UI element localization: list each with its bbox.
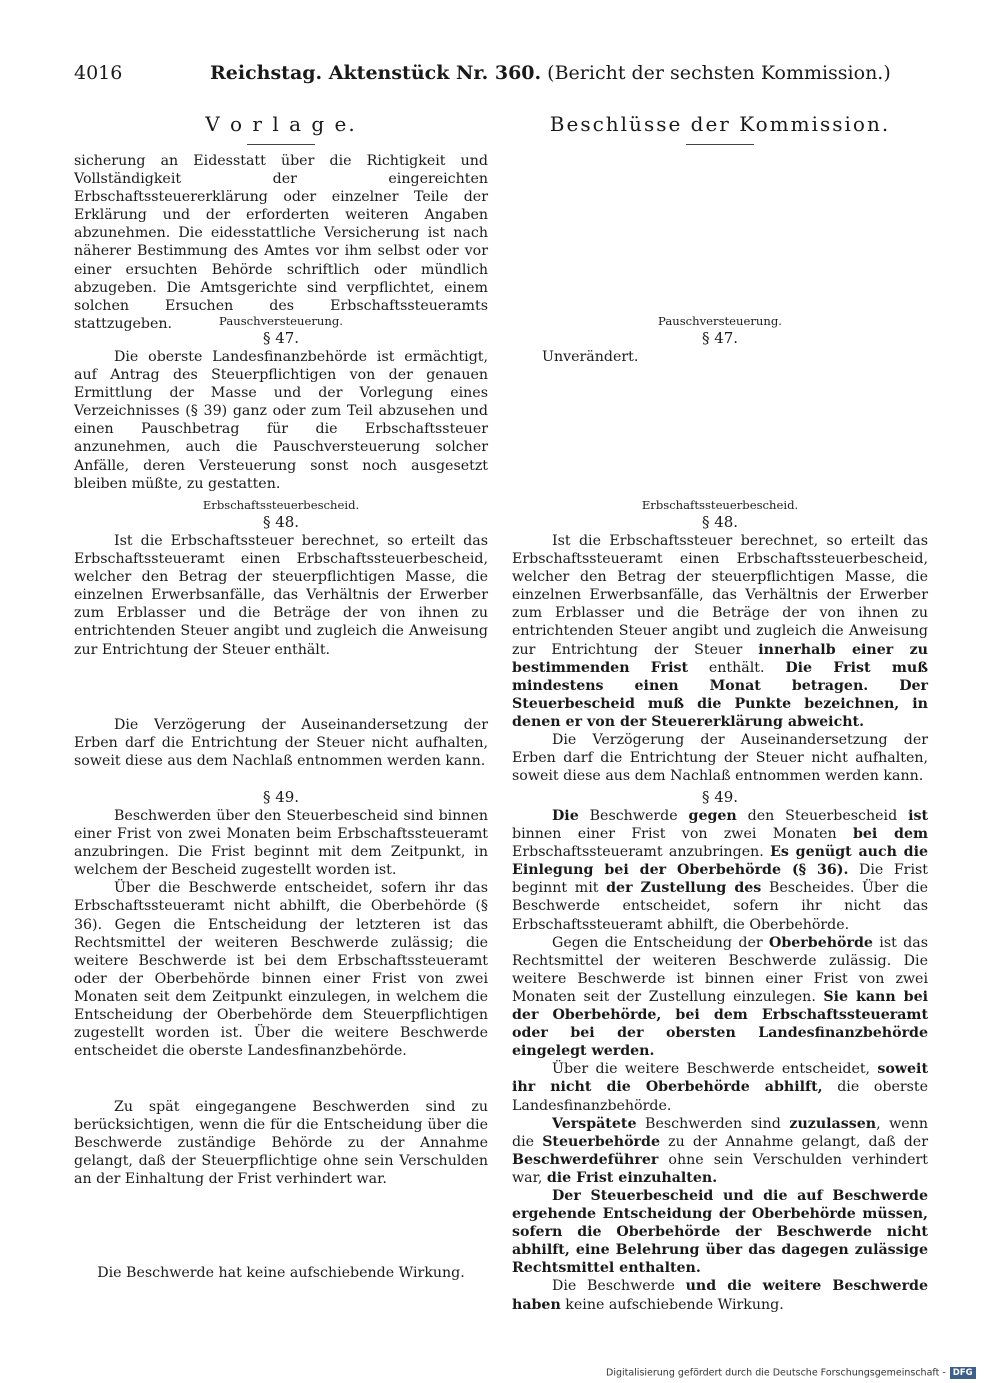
right-s49-paragraph-3 [512, 1060, 928, 1114]
right-s49-amendment: Verspätete [552, 1115, 637, 1132]
right-s48-number: § 48. [701, 513, 739, 531]
right-section-48 [512, 498, 928, 785]
right-s49-amendment: Sie kann bei der Oberbehörde, bei dem Erbschaftssteueramt oder bei der obersten Landesfinanzbehörde eingelegt werden. [512, 988, 929, 1060]
heading-rule [686, 144, 754, 145]
running-head [74, 62, 930, 88]
right-s49-text-part: Über die weitere Beschwerde entscheidet, [552, 1061, 878, 1078]
right-s49-text-part: keine aufschiebende Wirkung. [560, 1296, 784, 1313]
right-s49-paragraph-6 [512, 1277, 928, 1313]
right-s49-text-part: , wenn die [512, 1115, 928, 1150]
right-s49-amendment: gegen [688, 808, 737, 824]
left-s48-text-2: Die Verzögerung der Auseinandersetzung der Erben darf die Entrichtung der Steuer nicht aufhalten, soweit diese aus dem Nachlaß entnommen werden kann. [74, 717, 488, 770]
left-s49-late [74, 1098, 488, 1188]
right-s47-title: Pauschversteuerung. [658, 314, 782, 328]
right-s49-amendment: ist [908, 808, 928, 824]
left-section-49 [74, 788, 488, 1060]
right-s49-amendment: die Frist einzuhalten. [546, 1169, 718, 1186]
right-s48-amendment: innerhalb einer zu bestimmenden Frist [512, 641, 928, 676]
right-s49-paragraph-5: Der Steuerbescheid und die auf Beschwerde ergehende Entscheidung der Oberbehörde müssen, sofern die Oberbehörde der Beschwerde nicht abhilft, eine Belehrung über das dagegen zulässige Rechtsmittel enthalten. [512, 1187, 928, 1277]
right-s49-text-part: Beschwerden sind [636, 1115, 790, 1132]
right-s48-title: Erbschaftssteuerbescheid. [641, 498, 799, 512]
right-s49-text-part: ist das Rechtsmittel der weiteren Beschwerde zulässig. Die weitere Beschwerde ist binnen einer Frist von zwei Monaten seit der Zustellung einzulegen. [512, 934, 928, 1005]
running-title [210, 62, 891, 84]
column-beschluesse [512, 112, 929, 1313]
left-s49-number: § 49. [262, 788, 300, 806]
left-s48-paragraph-2 [74, 716, 488, 770]
right-s49-amendment: Oberbehörde [769, 934, 873, 951]
right-s48-amendment: Die Frist muß mindestens einen Monat betragen. Der Steuerbescheid muß die Punkte bezeichnen, in denen er von der Steuererklärung abweicht. [512, 659, 928, 730]
right-s49-text-part: binnen einer Frist von zwei Monaten [512, 826, 853, 843]
right-s49-number: § 49. [701, 788, 739, 806]
right-s49-text-part: Gegen die Entscheidung der [552, 934, 769, 951]
dfg-logo: DFG [950, 1367, 976, 1379]
right-s49-paragraph-4 [512, 1115, 928, 1187]
right-s49-text-part: Die Beschwerde [552, 1278, 686, 1295]
left-s49-paragraph-4: Die Beschwerde hat keine aufschiebende Wirkung. [97, 1265, 465, 1281]
right-s49-paragraph-2 [512, 934, 928, 1061]
right-s49-amendment: der Zustellung des [606, 880, 762, 897]
left-section-48 [74, 498, 488, 659]
right-s49-text-part: ohne sein Verschulden verhindert war, [512, 1151, 928, 1186]
right-s49-text-part: die oberste Landesfinanzbehörde. [512, 1079, 928, 1114]
right-s48-text [512, 532, 928, 731]
left-s48-number: § 48. [262, 513, 300, 531]
left-s49-paragraph-3: Zu spät eingegangene Beschwerden sind zu berücksichtigen, wenn die für die Entscheidung über die Beschwerde zuständige Behörde zu der Annahme gelangt, daß der Steuerpflichtige ohne sein Verschulden an der Einhaltung der Frist verhindert war. [74, 1099, 488, 1188]
credit-text: Digitalisierung gefördert durch die Deutsche Forschungsgemeinschaft - [606, 1367, 946, 1379]
right-s49-text-part: zu der Annahme gelangt, daß der [659, 1133, 928, 1150]
right-s49-text-part: den Steuerbescheid [736, 808, 909, 824]
left-intro [74, 152, 488, 333]
heading-rule [247, 144, 315, 145]
right-s49-amendment: Es genügt auch die Einlegung bei der Oberbehörde (§ 36). [512, 844, 928, 879]
right-s49-amendment: Steuerbehörde [542, 1133, 660, 1150]
right-s49-amendment: Beschwerdeführer [512, 1151, 659, 1168]
right-s47-number: § 47. [701, 329, 739, 347]
running-title-sub: (Bericht der sechsten Kommission.) [541, 62, 891, 84]
column-vorlage [74, 112, 488, 1281]
column-heading-vorlage: V o r l a g e. [205, 112, 357, 136]
right-s49-text-part: Die Frist beginnt mit [512, 862, 928, 897]
right-section-49 [512, 788, 928, 1314]
page-number: 4016 [74, 62, 123, 84]
left-s49-paragraph-1: Beschwerden über den Steuerbescheid sind binnen einer Frist von zwei Monaten beim Erbschaftssteueramt anzubringen. Die Frist beginnt mit dem Zeitpunkt, in welchem der Bescheid zugestellt worden ist. [74, 808, 488, 879]
right-s49-amendment: Die [552, 808, 579, 824]
right-s49-amendment: und die weitere Beschwerde haben [512, 1278, 928, 1313]
right-s47-text: Unverändert. [542, 349, 639, 365]
running-title-main: Reichstag. Aktenstück Nr. 360. [210, 62, 542, 84]
right-section-47 [512, 314, 928, 366]
left-s47-text: Die oberste Landesfinanzbehörde ist ermächtigt, auf Antrag des Steuerpflichtigen von der genauen Ermittlung der Masse und der Vorlegung eines Verzeichnisses (§ 39) ganz oder zum Teil abzusehen und einen Pauschbetrag für die Erbschaftssteuer anzunehmen, auch die Pauschversteuerung solcher Anfälle, deren Versteuerung sonst noch ausgesetzt bleiben müßte, zu gestatten. [74, 349, 488, 492]
right-s48-text-part: Ist die Erbschaftssteuer berechnet, so erteilt das Erbschaftssteueramt einen Erbschaftssteuerbescheid, welcher den Betrag der steuerpflichtigen Masse, die einzelnen Erwerbsanfälle, das Verhältnis der Erwerber zum Erblasser und die Beträge der von ihnen zu entrichtenden Steuer angibt und zugleich die Anweisung zur Entrichtung der Steuer [512, 533, 928, 658]
right-s49-amendment: soweit ihr nicht die Oberbehörde abhilft, [512, 1061, 928, 1096]
left-intro-text: sicherung an Eidesstatt über die Richtigkeit und Vollständigkeit der eingereichten Erbschaftssteuererklärung oder einzelner Teile der Erklärung und der erforderten weiteren Angaben abzunehmen. Die eidesstattliche Versicherung ist nach näherer Bestimmung des Amtes vor ihm selbst oder vor einer ersuchten Behörde schriftlich oder mündlich abzugeben. Die Amtsgerichte sind verpflichtet, einem solchen Ersuchen des Erbschaftssteueramts stattzugeben. [74, 153, 488, 332]
left-section-47 [74, 314, 488, 493]
right-s48-text-part: enthält. [688, 659, 786, 676]
left-s48-text: Ist die Erbschaftssteuer berechnet, so erteilt das Erbschaftssteueramt einen Erbschaftssteuerbescheid, welcher den Betrag der steuerpflichtigen Masse, die einzelnen Erwerbsanfälle, das Verhältnis der Erwerber zum Erblasser und die Beträge der von ihnen zu entrichtenden Steuer angibt und zugleich die Anweisung zur Entrichtung der Steuer enthält. [74, 533, 488, 658]
left-s47-number: § 47. [262, 329, 300, 347]
right-s49-text-part: Beschwerde [578, 808, 689, 824]
left-s47-title: Pauschversteuerung. [219, 314, 343, 328]
right-s49-amendment: bei dem [852, 826, 929, 843]
right-s49-text-part: Bescheides. Über die Beschwerde entscheidet, sofern ihr nicht das Erbschaftssteueramt abhilft, die Oberbehörde. [512, 880, 928, 933]
column-heading-beschluesse: Beschlüsse der Kommission. [549, 112, 891, 136]
right-s48-text-2: Die Verzögerung der Auseinandersetzung der Erben darf die Entrichtung der Steuer nicht aufhalten, soweit diese aus dem Nachlaß entnommen werden kann. [512, 732, 928, 785]
digitization-credit [606, 1367, 976, 1379]
left-s49-final [74, 1264, 488, 1282]
left-s49-paragraph-2: Über die Beschwerde entscheidet, sofern ihr das Erbschaftssteueramt nicht abhilft, die Oberbehörde (§ 36). Gegen die Entscheidung der letzteren ist das Rechtsmittel der weiteren Beschwerde zulässig; die weitere Beschwerde ist bei dem Erbschaftssteueramt oder der Oberbehörde binnen einer Frist von zwei Monaten seit dem Zeitpunkt einzulegen, in welchem die Entscheidung der Oberbehörde dem Steuerpflichtigen zugestellt worden ist. Über die weitere Beschwerde entscheidet die oberste Landesfinanzbehörde. [74, 880, 488, 1060]
right-s49-text-part: Erbschaftssteueramt anzubringen. [512, 844, 771, 861]
left-s48-title: Erbschaftssteuerbescheid. [202, 498, 360, 512]
right-s49-amendment: zuzulassen [789, 1115, 877, 1132]
right-s49-paragraph-1 [512, 807, 928, 934]
